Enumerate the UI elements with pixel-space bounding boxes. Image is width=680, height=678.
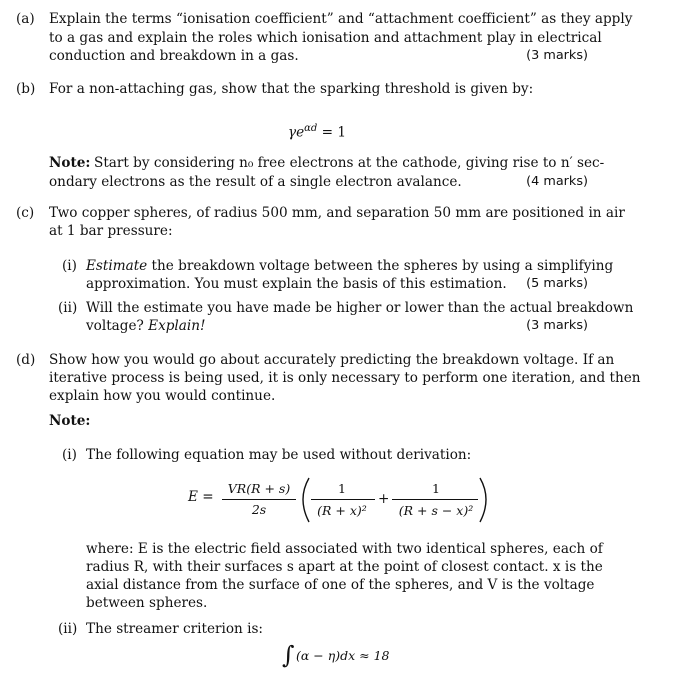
part-d-i-where-line-4: between spheres. bbox=[86, 595, 208, 611]
part-d-i-label: (i) bbox=[62, 447, 77, 463]
part-c-label: (c) bbox=[16, 205, 35, 221]
eq-den2: (R + x)² bbox=[317, 503, 367, 518]
eq-lhs: E = bbox=[188, 489, 214, 505]
part-a-line-3: conduction and breakdown in a gas. bbox=[49, 48, 299, 64]
eq-num2: 1 bbox=[338, 481, 346, 496]
part-d-line-1: Show how you would go about accurately predicting the breakdown voltage. If an bbox=[49, 352, 615, 368]
part-c-ii-line-1: Will the estimate you have made be higher or lower than the actual breakdown bbox=[86, 300, 634, 316]
eq-e: e bbox=[296, 124, 305, 141]
part-d-i-where-line-3: axial distance from the surface of one of the spheres, and V is the voltage bbox=[86, 577, 595, 593]
part-b-note-line-2: ondary electrons as the result of a single electron avalance. bbox=[49, 174, 462, 190]
part-d-label: (d) bbox=[16, 352, 36, 368]
part-c-i-line-2: approximation. You must explain the basis of this estimation. bbox=[86, 276, 507, 292]
part-a-line-1: Explain the terms “ionisation coefficient” and “attachment coefficient” as they apply bbox=[49, 11, 633, 27]
part-d-ii-line: The streamer criterion is: bbox=[86, 621, 264, 637]
eq-den3: (R + s − x)² bbox=[398, 503, 474, 518]
eq-integral-body: (α − η)dx ≈ 18 bbox=[296, 648, 390, 663]
part-a-label: (a) bbox=[16, 11, 35, 27]
part-d-i-where-line-2: radius R, with their surfaces s apart at the point of closest contact. x is the bbox=[86, 559, 603, 575]
part-b-note-line-1: Start by considering n₀ free electrons at the cathode, giving rise to n′ sec- bbox=[94, 155, 605, 171]
part-c-i-line-1-rest: the breakdown voltage between the spheres by using a simplifying bbox=[147, 258, 614, 274]
part-c-ii-marks: (3 marks) bbox=[526, 318, 588, 333]
eq-gamma: γ bbox=[288, 124, 297, 141]
part-b-label: (b) bbox=[16, 81, 36, 97]
part-b-note-label: Note: bbox=[49, 155, 91, 171]
part-a-marks: (3 marks) bbox=[526, 48, 588, 63]
part-d-line-2: iterative process is being used, it is only necessary to perform one iteration, and then bbox=[49, 370, 641, 386]
part-b-line: For a non-attaching gas, show that the sparking threshold is given by: bbox=[49, 81, 534, 97]
eq-num3: 1 bbox=[432, 481, 440, 496]
eq-den1: 2s bbox=[251, 502, 267, 517]
eq-exponent: αd bbox=[304, 123, 318, 134]
part-c-ii-line-2-italic: Explain! bbox=[148, 318, 206, 334]
part-a-line-2: to a gas and explain the roles which ionisation and attachment play in electrical bbox=[49, 30, 602, 46]
part-c-i-lead: Estimate bbox=[86, 258, 148, 274]
part-c-ii-label: (ii) bbox=[58, 300, 78, 316]
part-c-ii-line-2-pre: voltage? bbox=[86, 318, 149, 334]
part-c-line-2: at 1 bar pressure: bbox=[49, 223, 173, 239]
eq-integral-sign: ∫ bbox=[282, 641, 295, 669]
part-d-line-3: explain how you would continue. bbox=[49, 388, 276, 404]
eq-num1: VR(R + s) bbox=[227, 481, 291, 496]
part-d-ii-label: (ii) bbox=[58, 621, 78, 637]
part-b-marks: (4 marks) bbox=[526, 174, 588, 189]
eq-plus: + bbox=[378, 491, 390, 507]
part-c-i-marks: (5 marks) bbox=[526, 276, 588, 291]
part-d-i-where-line-1: where: E is the electric field associated with two identical spheres, each of bbox=[86, 541, 603, 557]
part-c-line-1: Two copper spheres, of radius 500 mm, and separation 50 mm are positioned in air bbox=[49, 205, 625, 221]
part-d-note-label: Note: bbox=[49, 413, 91, 429]
part-c-i-label: (i) bbox=[62, 258, 77, 274]
part-d-i-line: The following equation may be used without derivation: bbox=[86, 447, 472, 463]
eq-rhs: = 1 bbox=[321, 124, 347, 141]
